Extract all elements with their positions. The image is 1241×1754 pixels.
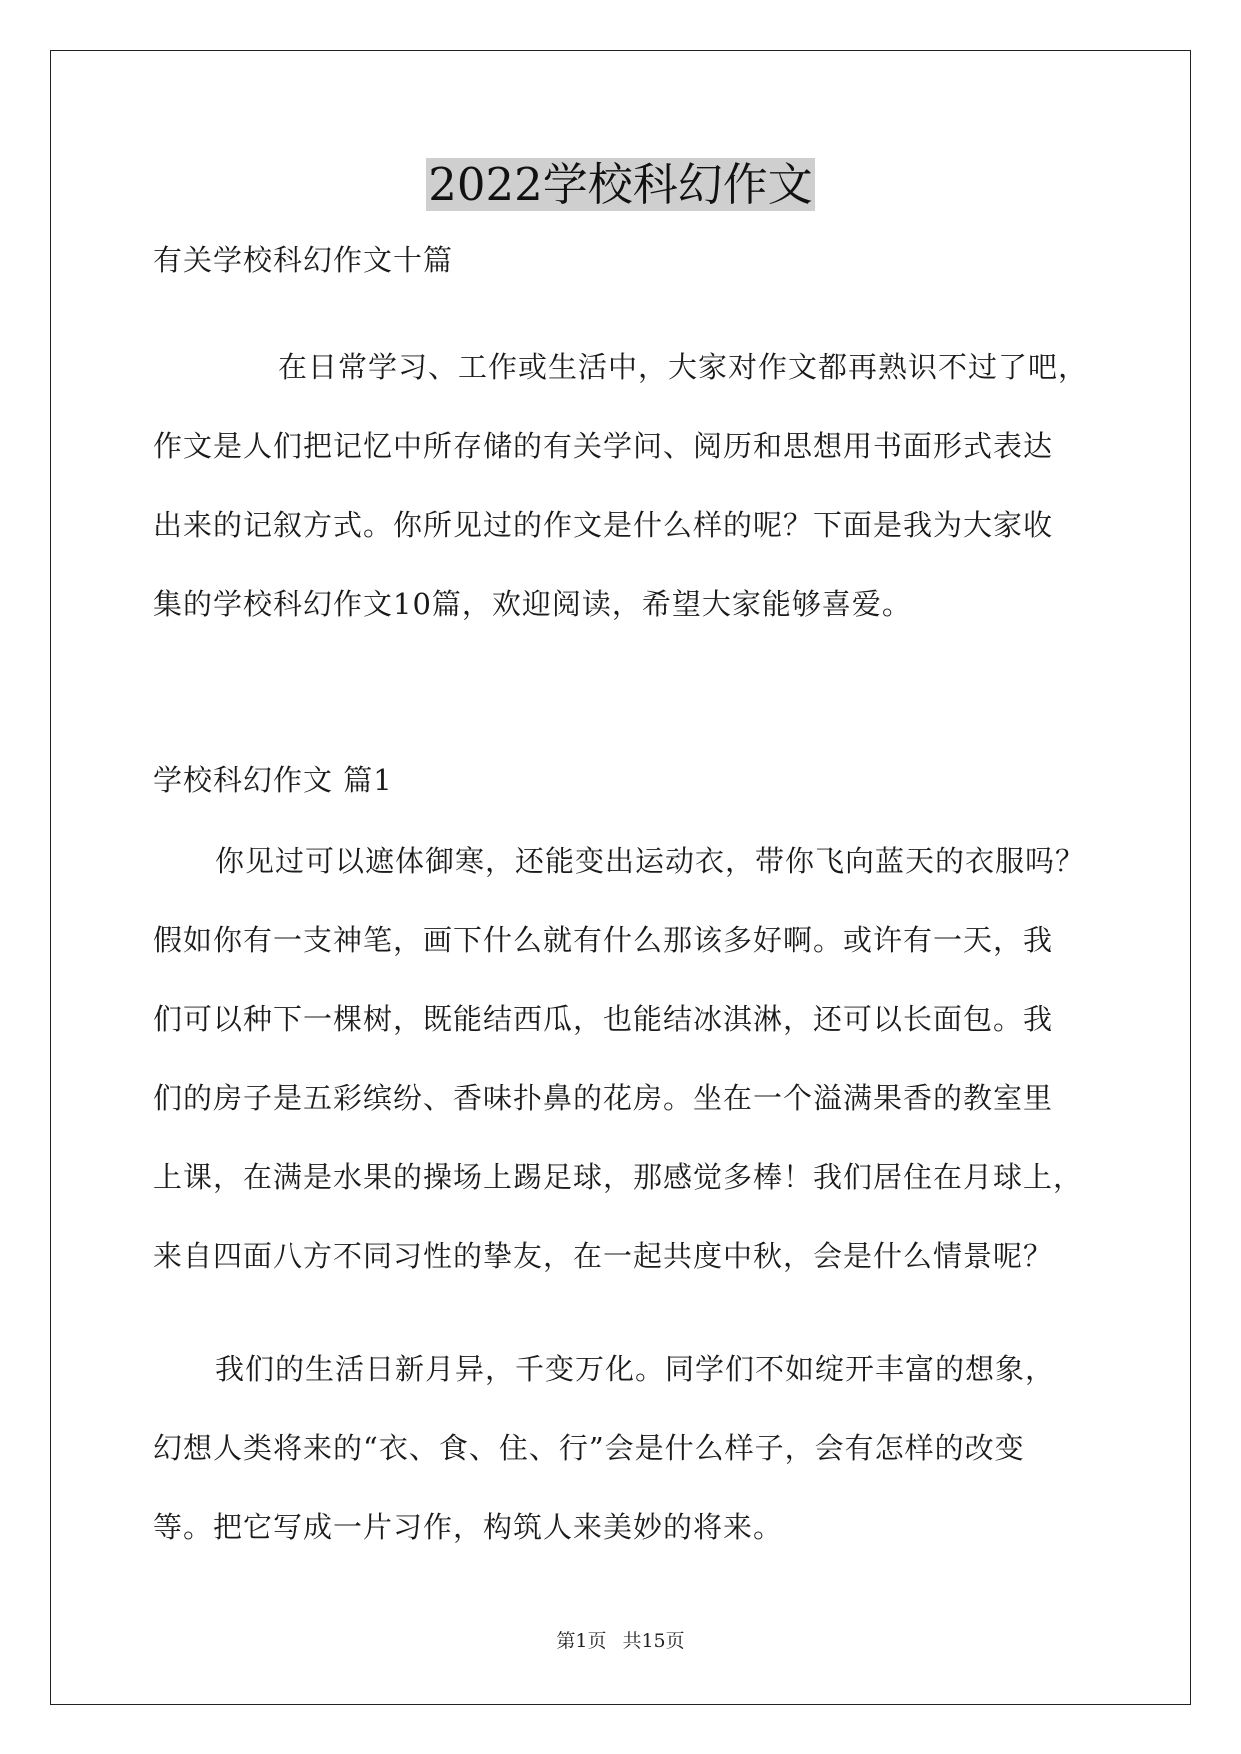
body-line: 你见过可以遮体御寒，还能变出运动衣，带你飞向蓝天的衣服吗？ <box>215 844 1086 878</box>
page-footer <box>0 1628 1241 1654</box>
intro-line: 集的学校科幻作文10篇，欢迎阅读，希望大家能够喜爱。 <box>153 587 912 621</box>
body-paragraph-1 <box>153 822 1113 1296</box>
intro-paragraph <box>153 328 1113 644</box>
section-heading: 学校科幻作文 篇1 <box>153 763 393 797</box>
body-paragraph-2 <box>153 1330 1113 1567</box>
intro-line: 出来的记叙方式。你所见过的作文是什么样的呢？下面是我为大家收 <box>153 508 1054 542</box>
body-line: 假如你有一支神笔，画下什么就有什么那该多好啊。或许有一天，我 <box>153 923 1054 957</box>
body-line: 上课，在满是水果的操场上踢足球，那感觉多棒！我们居住在月球上， <box>153 1160 1084 1194</box>
page-number: 第1页 <box>556 1630 607 1652</box>
body-line: 们可以种下一棵树，既能结西瓜，也能结冰淇淋，还可以长面包。我 <box>153 1002 1054 1036</box>
page-count: 共15页 <box>622 1630 685 1652</box>
body-line: 我们的生活日新月异，千变万化。同学们不如绽开丰富的想象， <box>215 1352 1056 1386</box>
intro-line: 在日常学习、工作或生活中，大家对作文都再熟识不过了吧， <box>278 350 1089 384</box>
intro-line: 作文是人们把记忆中所存储的有关学问、阅历和思想用书面形式表达 <box>153 429 1054 463</box>
body-line: 来自四面八方不同习性的挚友，在一起共度中秋，会是什么情景呢？ <box>153 1239 1054 1273</box>
body-line: 们的房子是五彩缤纷、香味扑鼻的花房。坐在一个溢满果香的教室里 <box>153 1081 1054 1115</box>
body-line: 幻想人类将来的“衣、食、住、行”会是什么样子，会有怎样的改变 <box>153 1431 1025 1465</box>
document-subtitle: 有关学校科幻作文十篇 <box>153 243 454 277</box>
body-line: 等。把它写成一片习作，构筑人来美妙的将来。 <box>153 1510 784 1544</box>
document-title <box>0 155 1241 215</box>
document-title-text: 2022学校科幻作文 <box>428 158 813 211</box>
